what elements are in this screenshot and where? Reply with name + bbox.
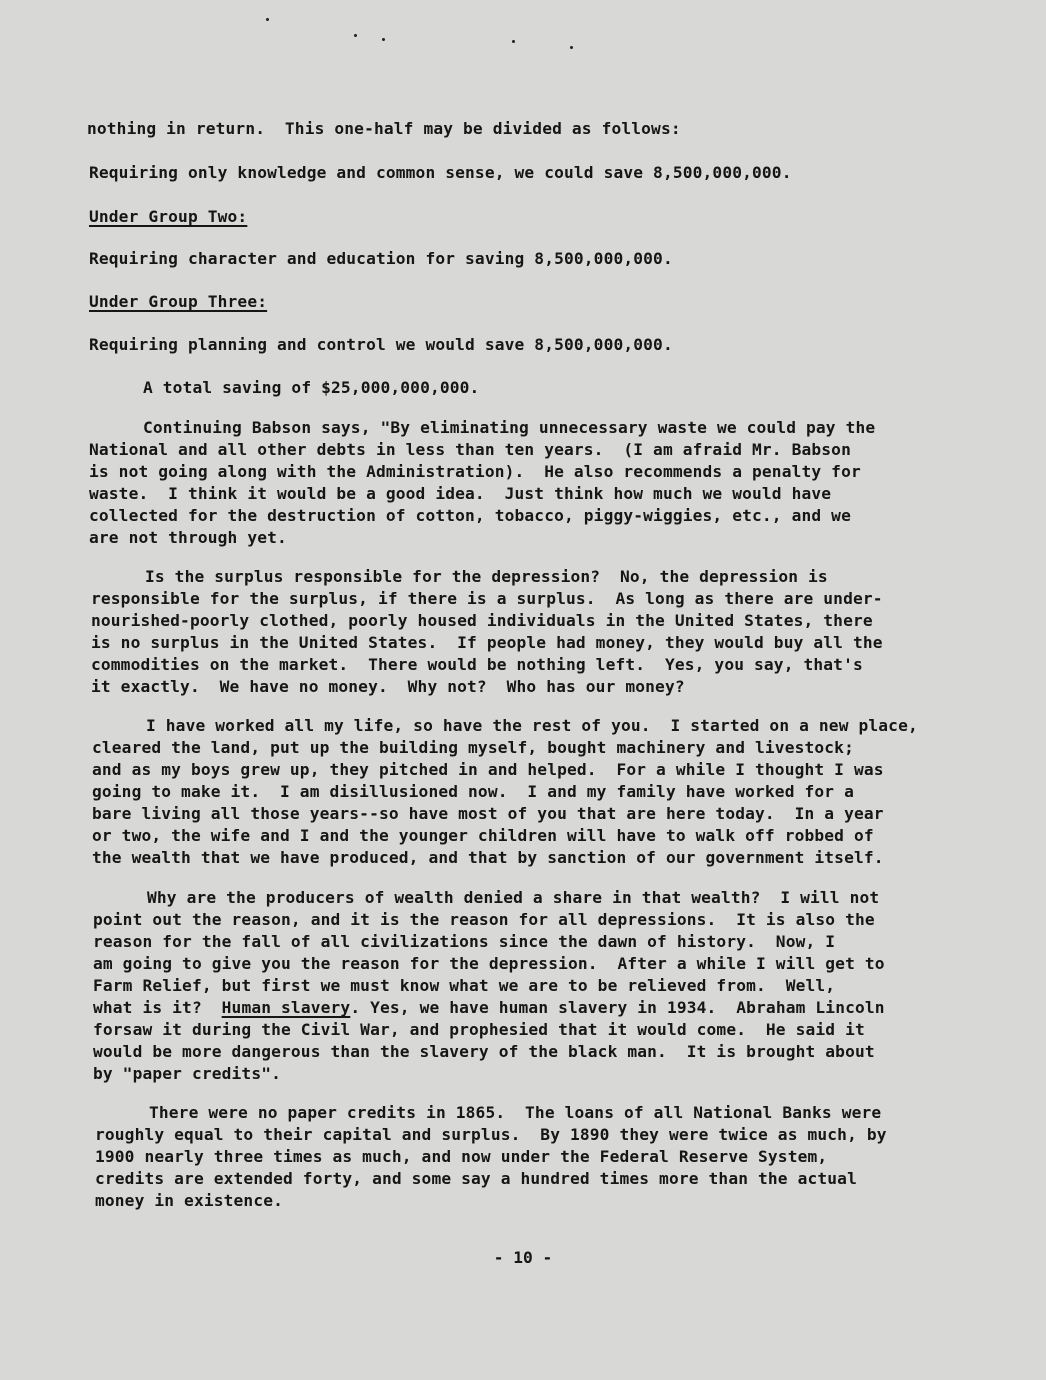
text-line: bare living all those years--so have most of you that are here today. In a year bbox=[92, 804, 884, 823]
text-line: roughly equal to their capital and surplus. By 1890 they were twice as much, by bbox=[95, 1125, 887, 1144]
text-line: National and all other debts in less than ten years. (I am afraid Mr. Babson bbox=[89, 440, 851, 459]
text-line: forsaw it during the Civil War, and prophesied that it would come. He said it bbox=[93, 1020, 865, 1039]
text-line: it exactly. We have no money. Why not? Who has our money? bbox=[91, 677, 685, 696]
text-line: are not through yet. bbox=[89, 528, 287, 547]
text-line: would be more dangerous than the slavery of the black man. It is brought about bbox=[93, 1042, 875, 1061]
text-line: nothing in return. This one-half may be divided as follows: bbox=[87, 119, 681, 138]
human-slavery-underlined: Human slavery bbox=[221, 998, 351, 1017]
text-line: Continuing Babson says, "By eliminating unnecessary waste we could pay the bbox=[143, 418, 876, 437]
section-heading-group-two: Under Group Two: bbox=[89, 207, 248, 226]
page-number: - 10 - bbox=[493, 1248, 553, 1267]
text-line: by "paper credits". bbox=[93, 1064, 282, 1083]
text-line: the wealth that we have produced, and that by sanction of our government itself. bbox=[92, 848, 884, 867]
text-line: is not going along with the Administration). He also recommends a penalty for bbox=[89, 462, 861, 481]
text-line: Is the surplus responsible for the depression? No, the depression is bbox=[145, 567, 828, 586]
section-heading-group-three: Under Group Three: bbox=[89, 292, 268, 311]
text-line: money in existence. bbox=[95, 1191, 284, 1210]
text-line: am going to give you the reason for the depression. After a while I will get to bbox=[93, 954, 885, 973]
text-line: Why are the producers of wealth denied a share in that wealth? I will not bbox=[147, 888, 880, 907]
text-line: Requiring only knowledge and common sense, we could save 8,500,000,000. bbox=[89, 163, 792, 182]
text-line: collected for the destruction of cotton, tobacco, piggy-wiggies, etc., and we bbox=[89, 506, 851, 525]
text-line: nourished-poorly clothed, poorly housed individuals in the United States, there bbox=[91, 611, 873, 630]
text-line: commodities on the market. There would be nothing left. Yes, you say, that's bbox=[91, 655, 863, 674]
text-line: 1900 nearly three times as much, and now under the Federal Reserve System, bbox=[95, 1147, 828, 1166]
text-line: cleared the land, put up the building myself, bought machinery and livestock; bbox=[92, 738, 854, 757]
text-line: Requiring planning and control we would save 8,500,000,000. bbox=[89, 335, 673, 354]
text-line: I have worked all my life, so have the rest of you. I started on a new place, bbox=[146, 716, 918, 735]
text-line: There were no paper credits in 1865. The loans of all National Banks were bbox=[149, 1103, 882, 1122]
text-line: is no surplus in the United States. If people had money, they would buy all the bbox=[91, 633, 883, 652]
text-line: Farm Relief, but first we must know what we are to be relieved from. Well, bbox=[93, 976, 836, 995]
text-line: going to make it. I am disillusioned now. I and my family have worked for a bbox=[92, 782, 854, 801]
text-line: responsible for the surplus, if there is a surplus. As long as there are under- bbox=[91, 589, 883, 608]
text-line: waste. I think it would be a good idea. Just think how much we would have bbox=[89, 484, 832, 503]
text-line: point out the reason, and it is the reason for all depressions. It is also the bbox=[93, 910, 875, 929]
text-line: what is it? Human slavery. Yes, we have human slavery in 1934. Abraham Lincoln bbox=[93, 998, 885, 1017]
text-line: and as my boys grew up, they pitched in and helped. For a while I thought I was bbox=[92, 760, 884, 779]
text-line: or two, the wife and I and the younger children will have to walk off robbed of bbox=[92, 826, 874, 845]
text-line: reason for the fall of all civilizations since the dawn of history. Now, I bbox=[93, 932, 836, 951]
text-line: credits are extended forty, and some say a hundred times more than the actual bbox=[95, 1169, 857, 1188]
text-line: Requiring character and education for saving 8,500,000,000. bbox=[89, 249, 673, 268]
total-saving-line: A total saving of $25,000,000,000. bbox=[143, 378, 480, 397]
